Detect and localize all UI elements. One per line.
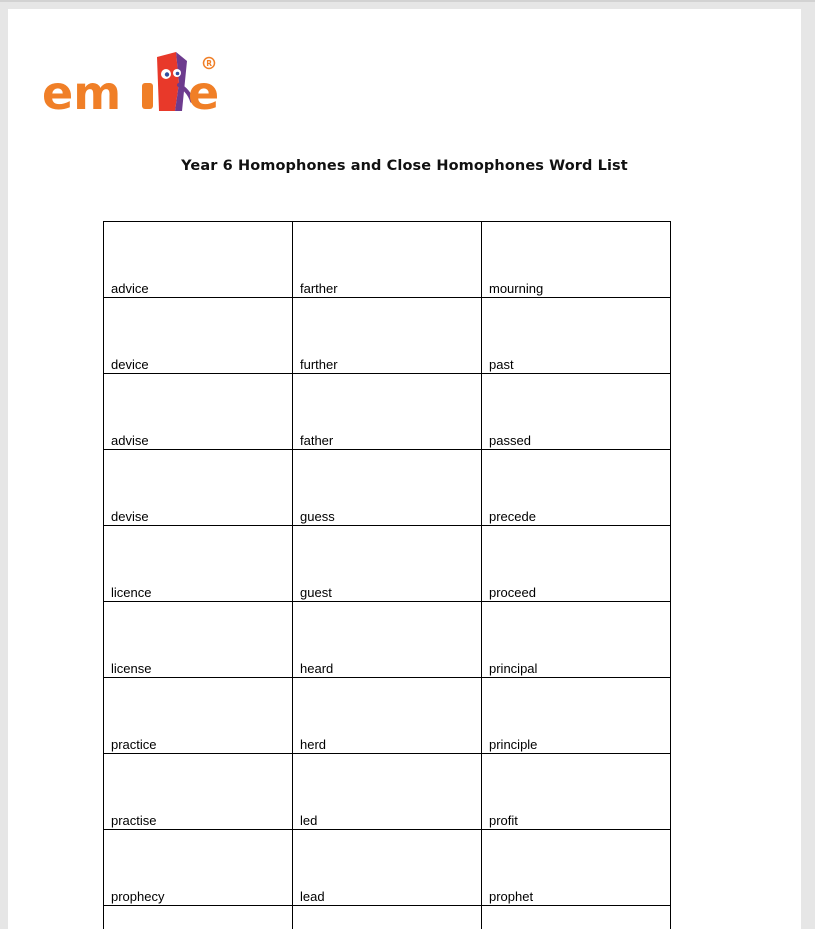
word-cell: practice <box>104 678 293 754</box>
svg-text:e: e <box>188 66 220 117</box>
table-row <box>104 830 671 906</box>
word-cell: practise <box>104 754 293 830</box>
word-cell: precede <box>482 450 671 526</box>
word-cell: license <box>104 602 293 678</box>
table-row <box>104 754 671 830</box>
word-cell: passed <box>482 374 671 450</box>
emile-logo <box>42 47 222 117</box>
word-cell: farther <box>293 222 482 298</box>
word-cell: licence <box>104 526 293 602</box>
word-cell: devise <box>104 450 293 526</box>
document-title: Year 6 Homophones and Close Homophones Word List <box>181 158 628 174</box>
word-cell: led <box>293 754 482 830</box>
word-cell <box>293 906 482 929</box>
table-row <box>104 450 671 526</box>
word-cell: advice <box>104 222 293 298</box>
table-row <box>104 526 671 602</box>
word-cell: further <box>293 298 482 374</box>
document-page <box>8 9 801 929</box>
table-row <box>104 678 671 754</box>
word-cell: proceed <box>482 526 671 602</box>
word-cell: lead <box>293 830 482 906</box>
table-row <box>104 222 671 298</box>
table-row <box>104 602 671 678</box>
word-cell: principle <box>482 678 671 754</box>
word-cell: device <box>104 298 293 374</box>
word-cell: prophecy <box>104 830 293 906</box>
word-cell: advise <box>104 374 293 450</box>
svg-text:em: em <box>42 66 122 117</box>
word-cell <box>482 906 671 929</box>
word-cell: guest <box>293 526 482 602</box>
emile-logo-graphic <box>42 47 222 117</box>
word-cell: profit <box>482 754 671 830</box>
table-row <box>104 298 671 374</box>
word-cell: past <box>482 298 671 374</box>
table-row <box>104 374 671 450</box>
word-cell: guess <box>293 450 482 526</box>
svg-text:R: R <box>206 59 212 68</box>
word-cell: mourning <box>482 222 671 298</box>
word-list-table <box>103 221 671 929</box>
word-cell: heard <box>293 602 482 678</box>
word-cell: father <box>293 374 482 450</box>
word-cell <box>104 906 293 929</box>
word-list-body <box>104 222 671 929</box>
word-cell: principal <box>482 602 671 678</box>
word-cell: herd <box>293 678 482 754</box>
table-row <box>104 906 671 929</box>
word-cell: prophet <box>482 830 671 906</box>
